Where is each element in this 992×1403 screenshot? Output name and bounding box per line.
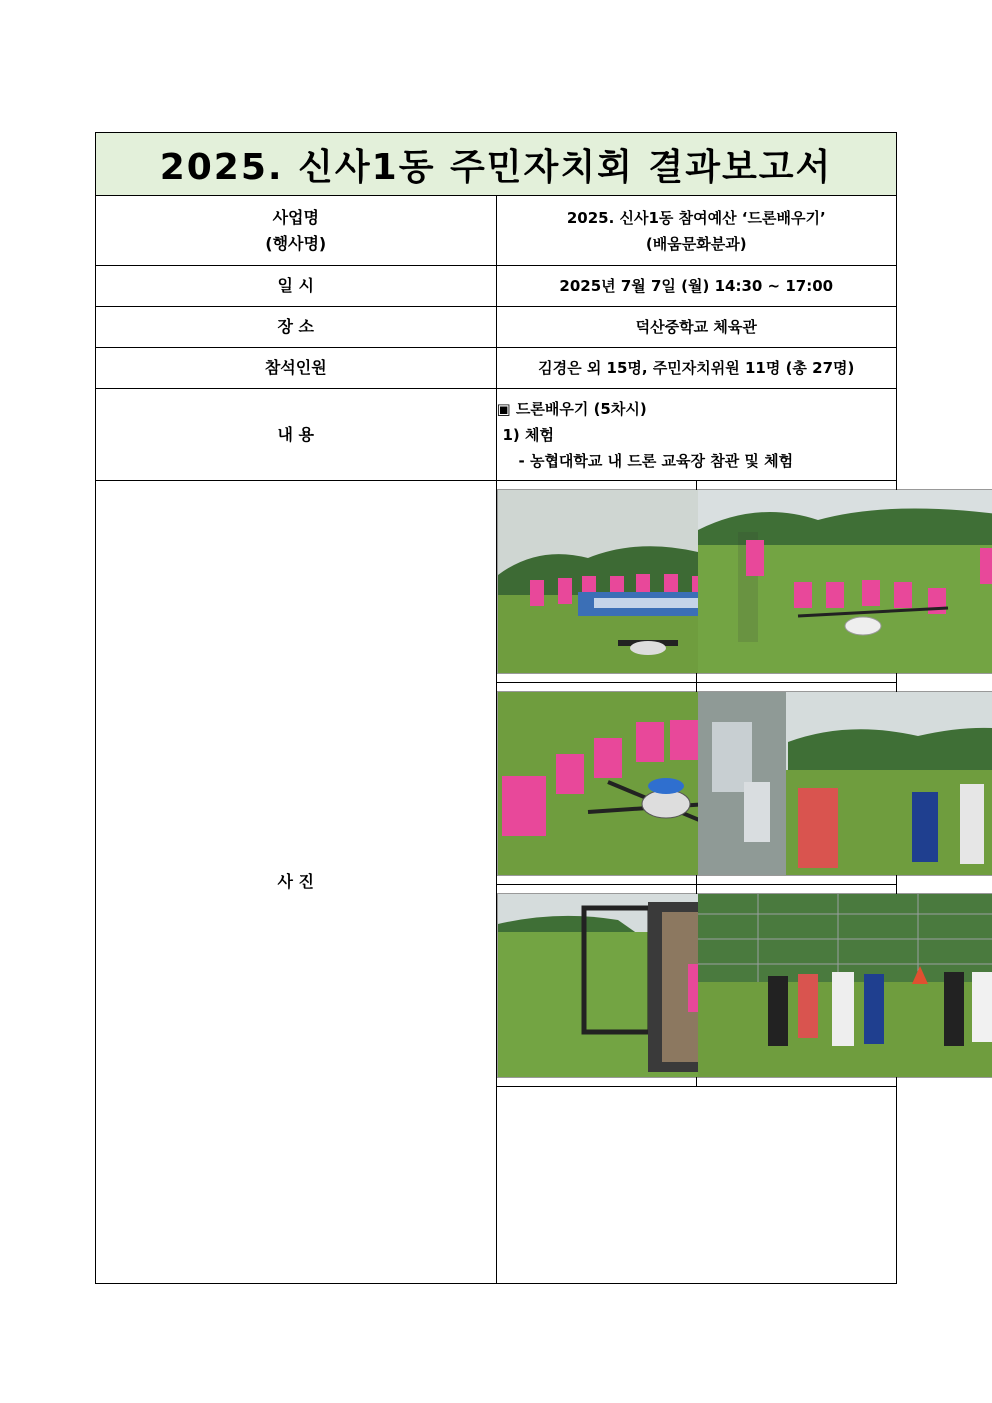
photo-cell-4 xyxy=(696,683,896,885)
content-line-heading: ▣ 드론배우기 (5차시) xyxy=(496,399,647,418)
project-value-line1: 2025. 신사1동 참여예산 ‘드론배우기’ xyxy=(566,208,826,227)
content-value xyxy=(496,389,897,481)
report-table xyxy=(95,132,897,1284)
place-label: 장 소 xyxy=(96,307,497,348)
attendees-label: 참석인원 xyxy=(96,348,497,389)
photo-cell-5 xyxy=(497,885,697,1087)
photo-cell-3 xyxy=(497,683,697,885)
photos-cell xyxy=(496,481,897,1284)
project-label-line2: (행사명) xyxy=(265,233,327,253)
report-title: 2025. 신사1동 주민자치회 결과보고서 xyxy=(96,133,897,196)
photo-field-walk xyxy=(697,691,992,876)
content-line-detail: - 농협대학교 내 드론 교육장 참관 및 체험 xyxy=(518,451,794,470)
photo-cell-2 xyxy=(696,481,896,683)
date-value: 2025년 7월 7일 (월) 14:30 ~ 17:00 xyxy=(496,266,897,307)
place-value: 덕산중학교 체육관 xyxy=(496,307,897,348)
attendees-value: 김경은 외 15명, 주민자치위원 11명 (총 27명) xyxy=(496,348,897,389)
project-label xyxy=(96,196,497,266)
project-value-line2: (배움문화분과) xyxy=(645,234,747,253)
content-line-item: 1) 체험 xyxy=(502,425,554,444)
photos-label: 사 진 xyxy=(96,481,497,1284)
photo-empty-area xyxy=(497,1087,897,1284)
project-value xyxy=(496,196,897,266)
photo-drone-demo xyxy=(697,489,992,674)
project-label-line1: 사업명 xyxy=(272,207,319,227)
photo-cell-6 xyxy=(696,885,896,1087)
photo-cell-1 xyxy=(497,481,697,683)
date-label: 일 시 xyxy=(96,266,497,307)
photo-grid xyxy=(497,481,897,1283)
content-label: 내 용 xyxy=(96,389,497,481)
photo-group-listening xyxy=(697,893,992,1078)
